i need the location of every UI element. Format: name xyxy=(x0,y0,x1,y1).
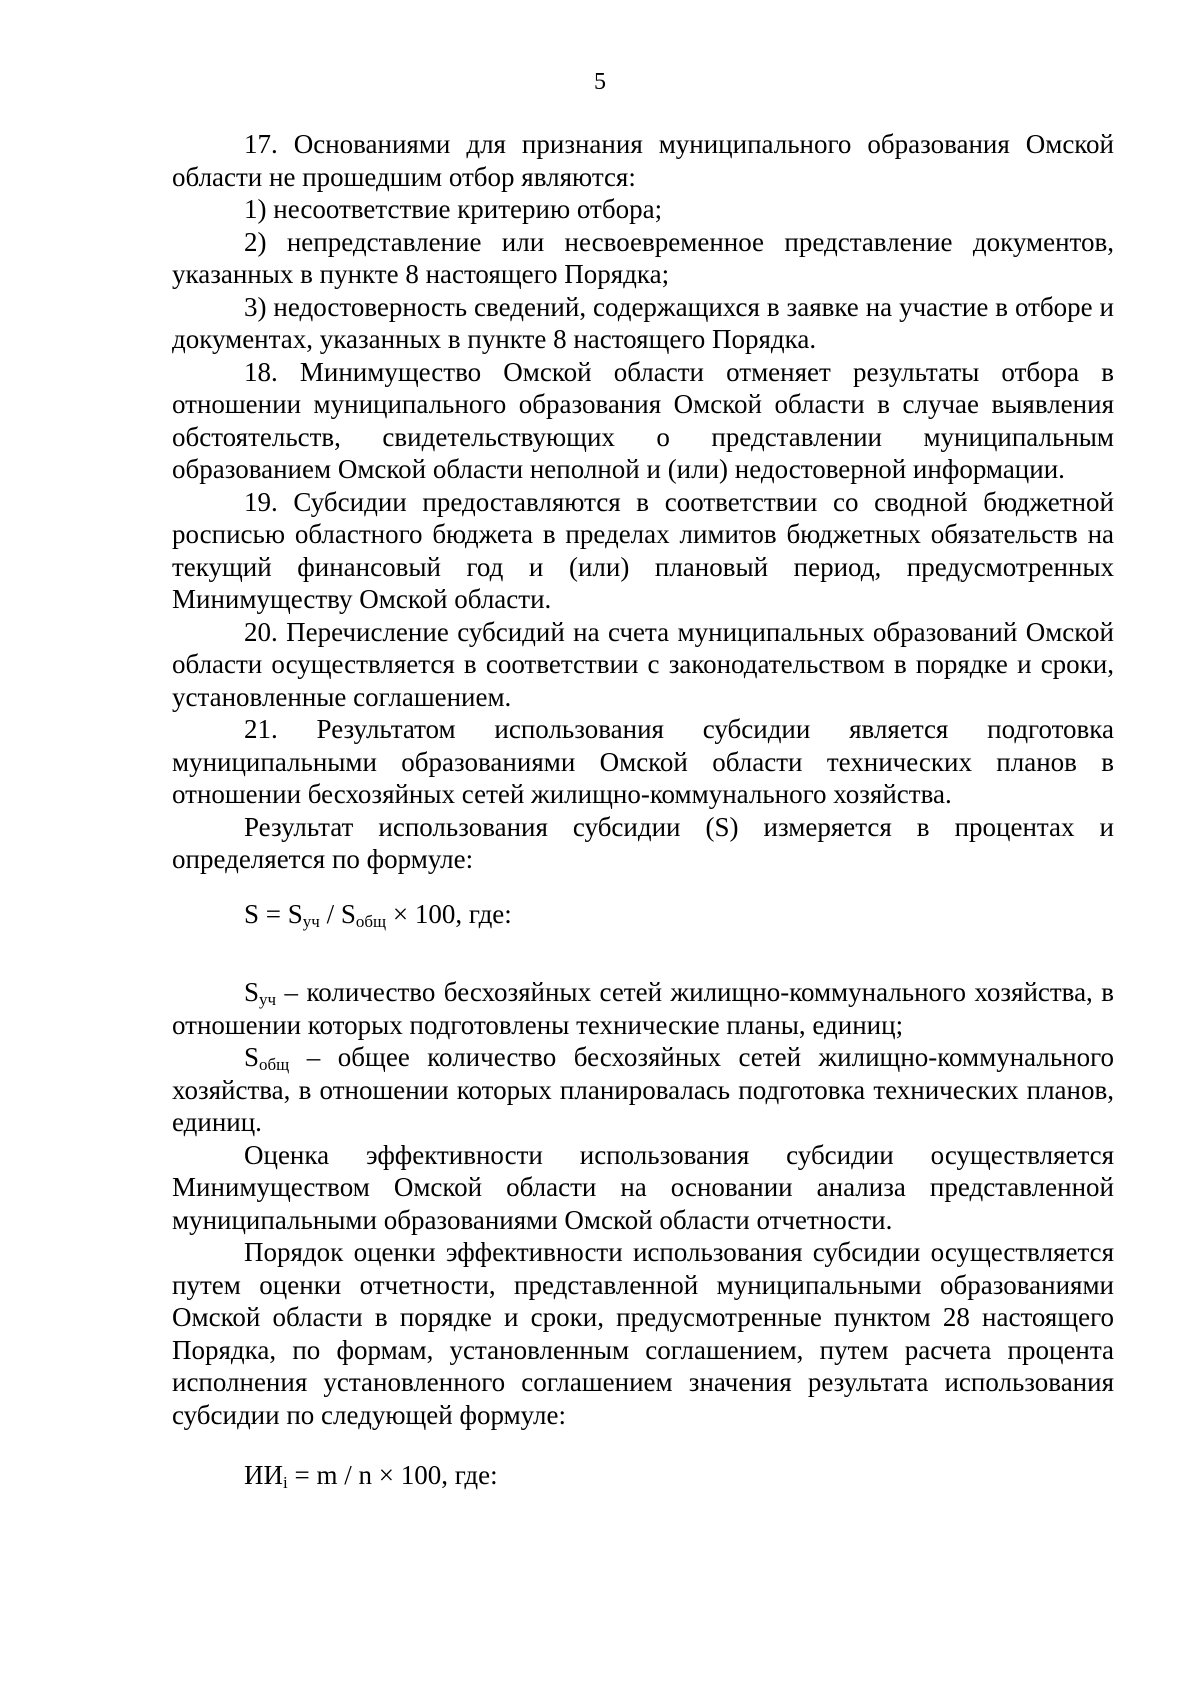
paragraph-17-item-1: 1) несоответствие критерию отбора; xyxy=(244,194,663,224)
definition-s-uch xyxy=(172,976,1114,1041)
formula-s-mid: / S xyxy=(319,898,356,929)
definition-s-obsh xyxy=(172,1041,1114,1139)
paragraph-21: 21. Результатом использования субсидии является подготовка муниципальными образованиями Омской области технических планов в отношении бесхозяйных сетей жилищно-коммунального хозяйства. xyxy=(172,714,1114,809)
formula-s-sub-obsh: общ xyxy=(355,911,387,931)
formula-s xyxy=(172,898,1114,931)
paragraph-18: 18. Минимущество Омской области отменяет результаты отбора в отношении муниципального образования Омской области в случае выявления обстоятельств, свидетельствующих о представлении муниципальным образованием Омской области неполной и (или) недостоверной информации. xyxy=(172,356,1114,484)
formula-ii xyxy=(172,1459,1114,1492)
definition-s-obsh-sub: общ xyxy=(259,1055,290,1074)
formula-ii-rhs: = m / n × 100, где: xyxy=(287,1460,498,1490)
paragraph-17-item-3: 3) недостоверность сведений, содержащихся в заявке на участие в отборе и документах, указанных в пункте 8 настоящего Порядка. xyxy=(172,291,1114,354)
formula-s-lhs: S = S xyxy=(244,898,303,929)
paragraph-procedure: Порядок оценки эффективности использования субсидии осуществляется путем оценки отчетности, представленной муниципальными образованиями Омской области в порядке и сроки, предусмотренные пунктом 28 настоящего Порядка, по формам, установленным соглашением, путем расчета процента исполнения установленного соглашением значения результата использования субсидии по следующей формуле: xyxy=(172,1237,1114,1430)
paragraph-17: 17. Основаниями для признания муниципального образования Омской области не прошедшим отбор являются: xyxy=(172,129,1114,192)
paragraph-21-result: Результат использования субсидии (S) измеряется в процентах и определяется по формуле: xyxy=(172,811,1114,874)
page-number: 5 xyxy=(594,69,606,95)
paragraph-efficiency: Оценка эффективности использования субсидии осуществляется Минимуществом Омской области на основании анализа представленной муниципальными образованиями Омской области отчетности. xyxy=(172,1139,1114,1235)
definition-s-obsh-text: – общее количество бесхозяйных сетей жилищно-коммунального хозяйства, в отношении которых планировалась подготовка технических планов, единиц. xyxy=(172,1042,1114,1137)
definition-s-uch-sub: уч xyxy=(259,990,277,1009)
definition-s-uch-symbol: S xyxy=(244,977,260,1007)
definition-s-uch-text: – количество бесхозяйных сетей жилищно-коммунального хозяйства, в отношении которых подготовлены технические планы, единиц; xyxy=(172,977,1114,1040)
document-body xyxy=(172,128,1114,1516)
paragraph-17-item-2: 2) непредставление или несвоевременное представление документов, указанных в пункте 8 настоящего Порядка; xyxy=(172,226,1114,289)
formula-ii-lhs: ИИ xyxy=(244,1460,283,1490)
definition-s-obsh-symbol: S xyxy=(244,1042,260,1072)
paragraph-20: 20. Перечисление субсидий на счета муниципальных образований Омской области осуществляется в соответствии с законодательством в порядке и сроки, установленные соглашением. xyxy=(172,616,1114,712)
formula-ii-sub: i xyxy=(283,1473,288,1492)
formula-s-rhs: × 100, где: xyxy=(386,898,512,929)
paragraph-19: 19. Субсидии предоставляются в соответствии со сводной бюджетной росписью областного бюджета в пределах лимитов бюджетных обязательств на текущий финансовый год и (или) плановый период, предусмотренных Минимуществу Омской области. xyxy=(172,486,1114,614)
formula-s-sub-uch: уч xyxy=(302,911,320,931)
